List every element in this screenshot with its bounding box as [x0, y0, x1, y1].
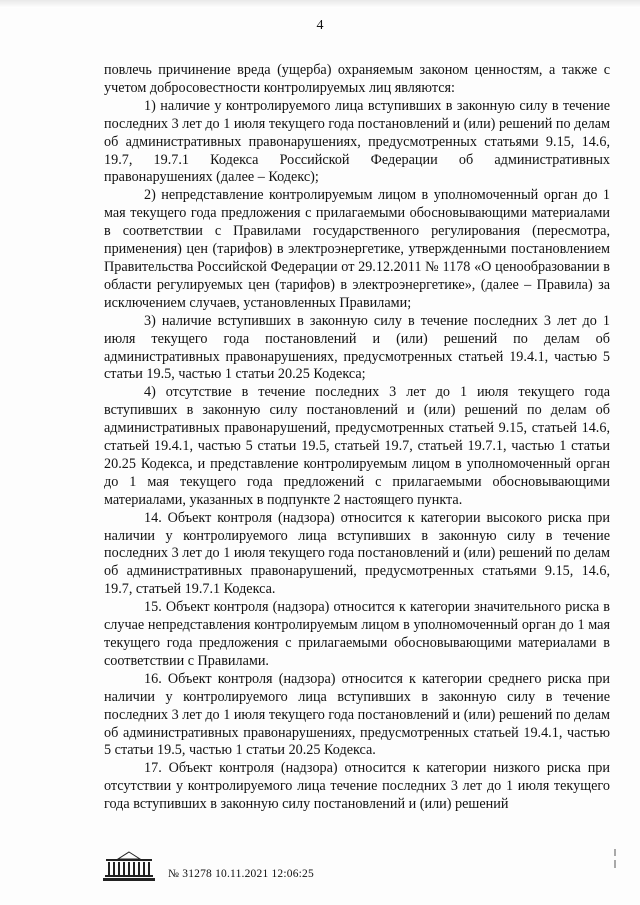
paragraph-intro: повлечь причинение вреда (ущерба) охраняемым законом ценностям, а также с учетом добросовестности контролируемых лиц являются:	[104, 62, 610, 96]
building-emblem-icon	[102, 850, 156, 882]
margin-mark	[612, 848, 618, 870]
scan-edge	[0, 0, 640, 8]
paragraph-clause-17: 17. Объект контроля (надзора) относится к категории низкого риска при отсутствии у контролируемого лица течение последних 3 лет до 1 июля текущего года вступивших в законную силу постановлений и (или) решений	[104, 760, 610, 813]
paragraph-item-4: 4) отсутствие в течение последних 3 лет до 1 июля текущего года вступивших в законную силу постановлений и (или) решений по делам об административных правонарушений, предусмотренных статьей 9.15, статьей 14.6, статьей 19.4.1, частью 5 статьи 19.5, статьей 19.7, статьей 19.7.1, частью 1 статьи 20.25 Кодекса, и представление контролируемым лицом в уполномоченный орган до 1 мая текущего года предложений с прилагаемыми обосновывающими материалами, указанных в подпункте 2 настоящего пункта.	[104, 384, 610, 508]
paragraph-item-3: 3) наличие вступивших в законную силу в течение последних 3 лет до 1 июля текущего года постановлений и (или) решений по делам об административных правонарушениях, предусмотренных статьей 19.4.1, частью 5 статьи 19.5, частью 1 статьи 20.25 Кодекса;	[104, 312, 610, 383]
paragraph-clause-14: 14. Объект контроля (надзора) относится к категории высокого риска при наличии у контролируемого лица вступивших в законную силу в течение последних 3 лет до 1 июля текущего года постановлений и (или) решений по делам об административных правонарушений, предусмотренных статьями 9.15, 14.6, 19.7, статьей 19.7.1 Кодекса.	[104, 509, 610, 598]
page-number: 4	[316, 18, 324, 33]
document-body	[104, 62, 610, 814]
paragraph-clause-16: 16. Объект контроля (надзора) относится к категории среднего риска при наличии у контролируемого лица вступивших в законную силу в течение последних 3 лет до 1 июля текущего года постановлений и (или) решений по делам об административных правонарушениях, предусмотренных статьей 19.4.1, частью 5 статьи 19.5, частью 1 статьи 20.25 Кодекса.	[104, 670, 610, 759]
paragraph-clause-15: 15. Объект контроля (надзора) относится к категории значительного риска в случае непредставления контролируемым лицом в уполномоченный орган до 1 мая текущего года предложения с прилагаемыми обосновывающими материалами в соответствии с Правилами.	[104, 599, 610, 669]
page-footer	[102, 850, 622, 890]
paragraph-item-1: 1) наличие у контролируемого лица вступивших в законную силу в течение последних 3 лет до 1 июля текущего года постановлений и (или) решений по делам об административных правонарушениях, предусмотренных статьями 9.15, 14.6, 19.7, 19.7.1 Кодекса Российской Федерации об административных правонарушениях (далее – Кодекс);	[104, 97, 610, 186]
registration-stamp: № 31278 10.11.2021 12:06:25	[168, 868, 314, 880]
paragraph-item-2: 2) непредставление контролируемым лицом в уполномоченный орган до 1 мая текущего года предложения с прилагаемыми обосновывающими материалами в соответствии с Правилами государственного регулирования (пересмотра, применения) цен (тарифов) в электроэнергетике, утвержденными постановлением Правительства Российской Федерации от 29.12.2011 № 1178 «О ценообразовании в области регулируемых цен (тарифов) в электроэнергетике», (далее – Правила) за исключением случаев, установленных Правилами;	[104, 187, 610, 311]
